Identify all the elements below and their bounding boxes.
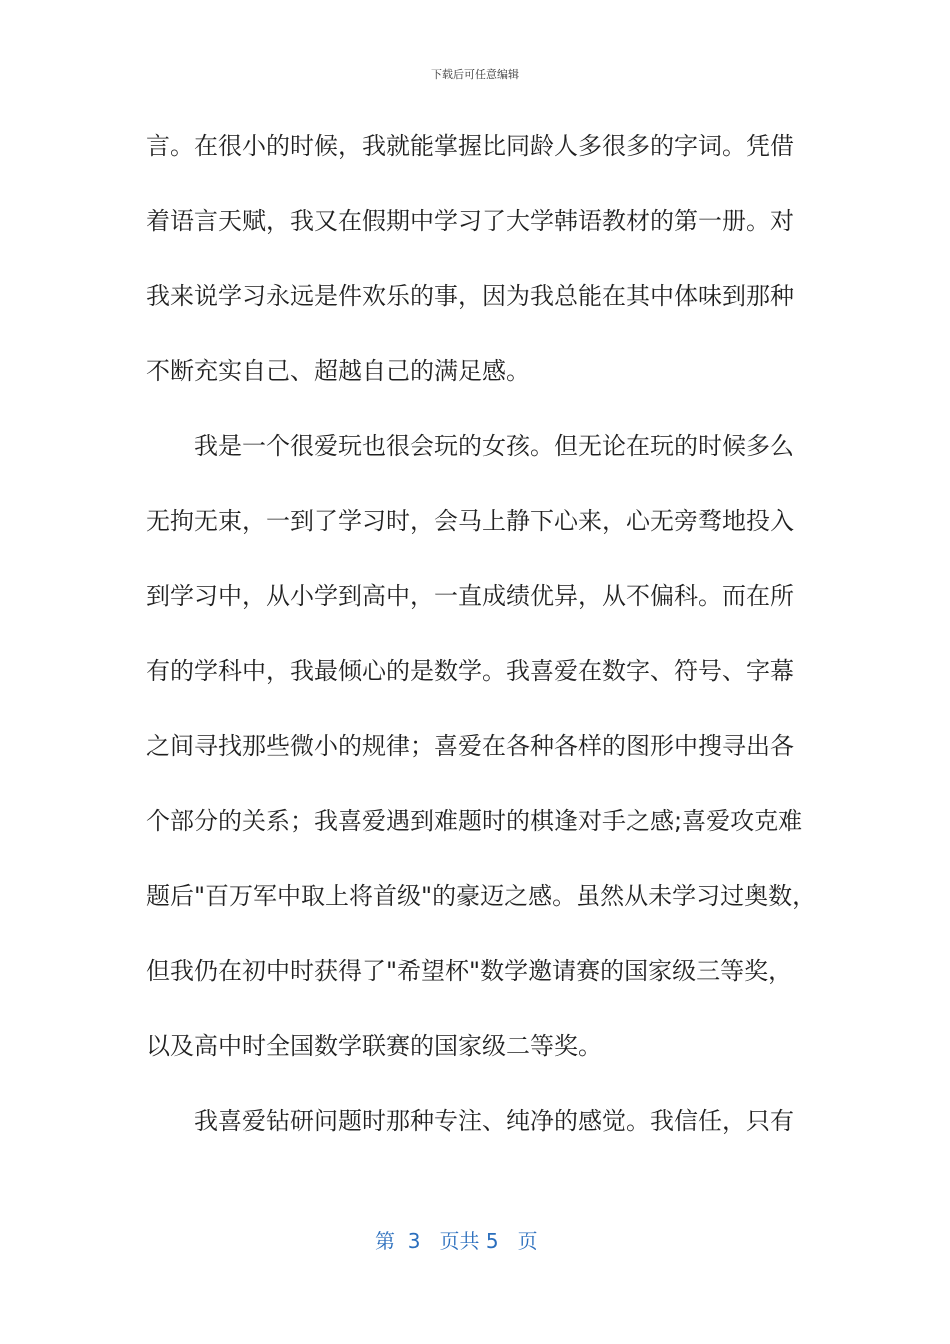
body-line: 不断充实自己、超越自己的满足感。 [146,357,530,385]
body-line: 以及高中时全国数学联赛的国家级二等奖。 [146,1032,602,1060]
body-line: 着语言天赋，我又在假期中学习了大学韩语教材的第一册。对 [146,207,794,235]
body-line: 无拘无束，一到了学习时，会马上静下心来，心无旁骛地投入 [146,507,794,535]
body-line: 之间寻找那些微小的规律；喜爱在各种各样的图形中搜寻出各 [146,732,794,760]
body-line: 题后"百万军中取上将首级"的豪迈之感。虽然从未学习过奥数， [146,882,817,910]
body-line: 但我仍在初中时获得了"希望杯"数学邀请赛的国家级三等奖， [146,957,793,985]
page-number-footer: 第 3 页共 5 页 [375,1229,538,1253]
body-line: 有的学科中，我最倾心的是数学。我喜爱在数字、符号、字幕 [146,657,794,685]
body-line: 到学习中，从小学到高中，一直成绩优异，从不偏科。而在所 [146,582,794,610]
body-line: 我来说学习永远是件欢乐的事，因为我总能在其中体味到那种 [146,282,794,310]
body-line: 个部分的关系；我喜爱遇到难题时的棋逢对手之感;喜爱攻克难 [146,807,803,835]
body-line: 言。在很小的时候，我就能掌握比同龄人多很多的字词。凭借 [146,132,794,160]
paragraph-first-line: 我是一个很爱玩也很会玩的女孩。但无论在玩的时候多么 [194,432,794,460]
page-header: 下载后可任意编辑 [431,68,519,81]
paragraph-first-line: 我喜爱钻研问题时那种专注、纯净的感觉。我信任，只有 [194,1107,794,1135]
